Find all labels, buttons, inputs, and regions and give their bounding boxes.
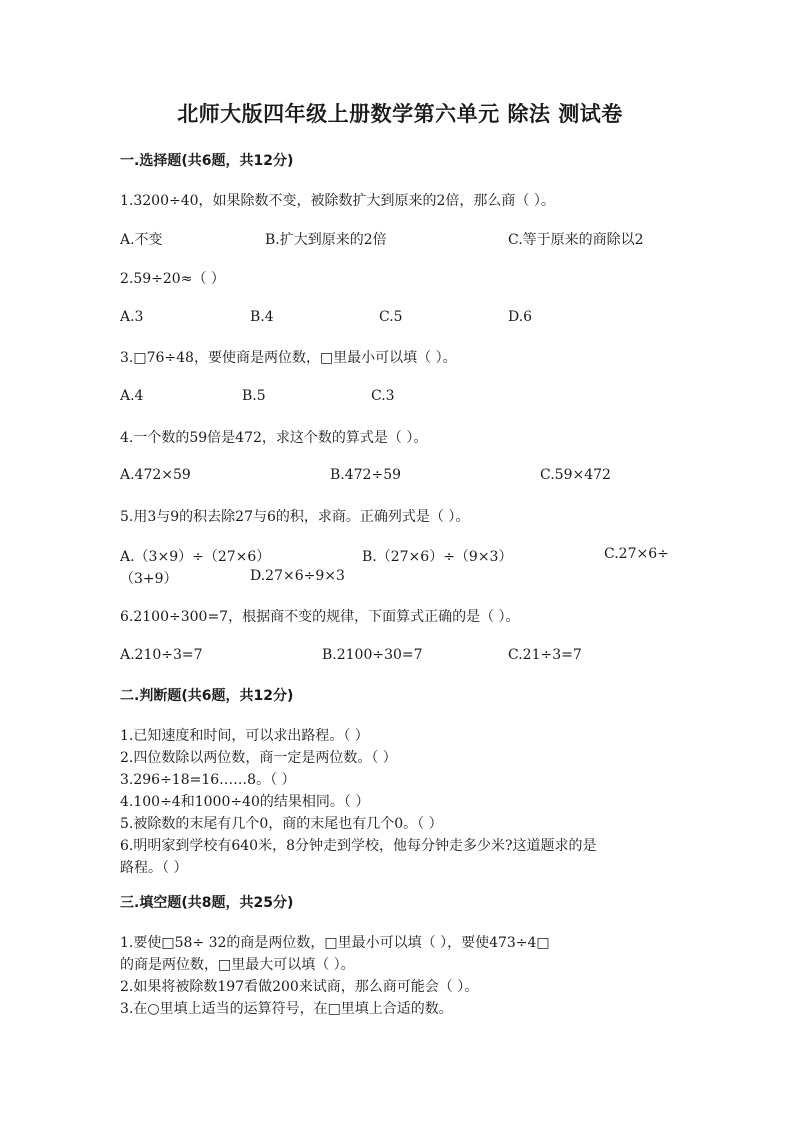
section-heading-fill: 三.填空题(共8题，共25分) — [120, 895, 294, 911]
option: C.27×6÷ — [604, 546, 669, 562]
judgement-line: 1.已知速度和时间，可以求出路程。（ ） — [120, 728, 369, 744]
option: B.（27×6）÷（9×3） — [362, 549, 513, 565]
option: B.472÷59 — [330, 467, 402, 483]
question-stem: 4.一个数的59倍是472，求这个数的算式是（ ）。 — [120, 430, 428, 446]
fill-line: 的商是两位数，□里最大可以填（ ）。 — [120, 957, 355, 973]
option: A.210÷3=7 — [120, 647, 203, 663]
page-title: 北师大版四年级上册数学第六单元 除法 测试卷 — [177, 102, 623, 126]
option: C.3 — [371, 388, 395, 404]
fill-line: 1.要使□58÷ 32的商是两位数，□里最小可以填（ ），要使473÷4□ — [120, 935, 550, 951]
option: C.等于原来的商除以2 — [508, 232, 644, 248]
section-heading-choice: 一.选择题(共6题，共12分) — [120, 153, 294, 169]
option: B.5 — [242, 388, 266, 404]
question-stem: 5.用3与9的积去除27与6的积，求商。正确列式是（ ）。 — [120, 509, 470, 525]
section-heading-judgement: 二.判断题(共6题，共12分) — [120, 688, 294, 704]
judgement-line: 3.296÷18=16……8。（ ） — [120, 772, 296, 788]
question-stem: 3.□76÷48，要使商是两位数，□里最小可以填（ ）。 — [120, 350, 457, 366]
judgement-line: 4.100÷4和1000÷40的结果相同。（ ） — [120, 794, 370, 810]
option: C.59×472 — [540, 467, 611, 483]
question-stem: 1.3200÷40，如果除数不变，被除数扩大到原来的2倍，那么商（ ）。 — [120, 193, 555, 209]
option: C.5 — [379, 309, 403, 325]
option: A.4 — [120, 388, 144, 404]
fill-line: 2.如果将被除数197看做200来试商，那么商可能会（ ）。 — [120, 979, 479, 995]
option: B.2100÷30=7 — [322, 647, 423, 663]
fill-line: 3.在○里填上适当的运算符号，在□里填上合适的数。 — [120, 1001, 453, 1017]
option: A.（3×9）÷（27×6） — [120, 549, 271, 565]
option: D.6 — [508, 309, 533, 325]
question-stem: 2.59÷20≈（ ） — [120, 271, 225, 287]
judgement-line: 5.被除数的末尾有几个0，商的末尾也有几个0。（ ） — [120, 816, 443, 832]
option: C.21÷3=7 — [508, 647, 582, 663]
option: A.472×59 — [120, 467, 191, 483]
question-stem: 6.2100÷300=7，根据商不变的规律，下面算式正确的是（ ）。 — [120, 609, 520, 625]
option: A.不变 — [120, 232, 163, 248]
judgement-line: 路程。（ ） — [120, 860, 188, 876]
judgement-line: 6.明明家到学校有640米，8分钟走到学校，他每分钟走多少米?这道题求的是 — [120, 838, 597, 854]
option: （3+9） — [120, 571, 178, 587]
option: D.27×6÷9×3 — [250, 568, 345, 584]
option: B.扩大到原来的2倍 — [265, 232, 387, 248]
option: A.3 — [120, 309, 144, 325]
judgement-line: 2.四位数除以两位数，商一定是两位数。（ ） — [120, 750, 397, 766]
option: B.4 — [250, 309, 274, 325]
